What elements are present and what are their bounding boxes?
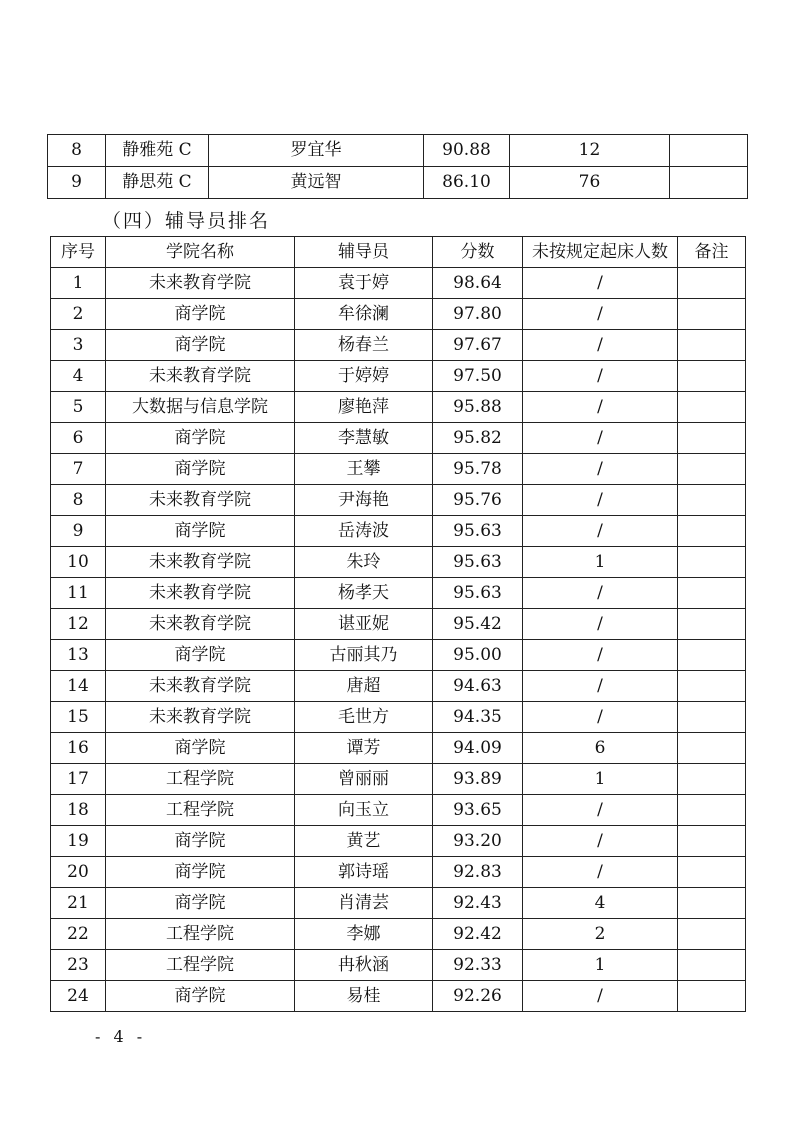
cell-no: 16 — [51, 733, 106, 764]
cell-score: 93.20 — [433, 826, 523, 857]
table-row — [51, 485, 746, 516]
cell-note — [678, 423, 746, 454]
cell-counselor: 袁于婷 — [295, 268, 433, 299]
cell-late-count: / — [523, 423, 678, 454]
cell-note — [678, 299, 746, 330]
cell-late-count: / — [523, 826, 678, 857]
page-number: - 4 - — [95, 1027, 147, 1046]
cell-counselor: 曾丽丽 — [295, 764, 433, 795]
cell-no: 9 — [51, 516, 106, 547]
cell-score: 92.33 — [433, 950, 523, 981]
cell-score: 90.88 — [424, 135, 510, 167]
cell-college: 未来教育学院 — [106, 578, 295, 609]
cell-note — [678, 268, 746, 299]
cell-college: 商学院 — [106, 330, 295, 361]
table-row — [51, 857, 746, 888]
cell-college: 未来教育学院 — [106, 702, 295, 733]
table-row — [51, 826, 746, 857]
cell-college: 工程学院 — [106, 950, 295, 981]
cell-note — [678, 795, 746, 826]
cell-score: 95.82 — [433, 423, 523, 454]
cell-college: 商学院 — [106, 516, 295, 547]
cell-late-count: / — [523, 299, 678, 330]
cell-no: 23 — [51, 950, 106, 981]
cell-score: 93.65 — [433, 795, 523, 826]
cell-note — [678, 764, 746, 795]
cell-college: 商学院 — [106, 640, 295, 671]
cell-score: 95.63 — [433, 547, 523, 578]
cell-name: 静雅苑 C — [106, 135, 209, 167]
cell-score: 94.35 — [433, 702, 523, 733]
cell-no: 18 — [51, 795, 106, 826]
cell-no: 17 — [51, 764, 106, 795]
cell-no: 1 — [51, 268, 106, 299]
cell-no: 9 — [48, 167, 106, 199]
cell-no: 19 — [51, 826, 106, 857]
cell-late-count: / — [523, 795, 678, 826]
table-row — [51, 454, 746, 485]
cell-score: 92.43 — [433, 888, 523, 919]
cell-score: 98.64 — [433, 268, 523, 299]
cell-counselor: 杨春兰 — [295, 330, 433, 361]
cell-note — [678, 640, 746, 671]
cell-late-count: 1 — [523, 547, 678, 578]
cell-no: 20 — [51, 857, 106, 888]
cell-counselor: 毛世方 — [295, 702, 433, 733]
cell-score: 97.80 — [433, 299, 523, 330]
table-row — [51, 640, 746, 671]
header-late-count: 未按规定起床人数 — [523, 237, 678, 268]
cell-college: 未来教育学院 — [106, 547, 295, 578]
cell-no: 3 — [51, 330, 106, 361]
table-row — [51, 299, 746, 330]
cell-score: 97.67 — [433, 330, 523, 361]
table-row — [51, 981, 746, 1012]
table-row — [48, 135, 748, 167]
cell-no: 12 — [51, 609, 106, 640]
cell-counselor: 廖艳萍 — [295, 392, 433, 423]
cell-note — [678, 361, 746, 392]
header-no: 序号 — [51, 237, 106, 268]
cell-note — [678, 919, 746, 950]
cell-late-count: / — [523, 454, 678, 485]
cell-college: 未来教育学院 — [106, 268, 295, 299]
table-row — [51, 888, 746, 919]
table-row — [51, 423, 746, 454]
cell-no: 10 — [51, 547, 106, 578]
cell-late-count: 2 — [523, 919, 678, 950]
cell-late-count: 4 — [523, 888, 678, 919]
cell-note — [678, 547, 746, 578]
cell-score: 92.83 — [433, 857, 523, 888]
cell-counselor: 古丽其乃 — [295, 640, 433, 671]
cell-note — [678, 857, 746, 888]
cell-college: 未来教育学院 — [106, 609, 295, 640]
cell-note — [678, 485, 746, 516]
cell-note — [678, 733, 746, 764]
cell-counselor: 朱玲 — [295, 547, 433, 578]
cell-score: 92.26 — [433, 981, 523, 1012]
cell-counselor: 王攀 — [295, 454, 433, 485]
cell-counselor: 郭诗瑶 — [295, 857, 433, 888]
table-row — [51, 547, 746, 578]
cell-counselor: 谌亚妮 — [295, 609, 433, 640]
header-note: 备注 — [678, 237, 746, 268]
cell-counselor: 于婷婷 — [295, 361, 433, 392]
counselor-table-body — [51, 268, 746, 1012]
table-row — [51, 702, 746, 733]
cell-person: 罗宜华 — [209, 135, 424, 167]
cell-college: 工程学院 — [106, 919, 295, 950]
cell-late-count: / — [523, 640, 678, 671]
cell-score: 95.00 — [433, 640, 523, 671]
cell-late-count: / — [523, 361, 678, 392]
cell-note — [670, 135, 748, 167]
cell-counselor: 黄艺 — [295, 826, 433, 857]
cell-college: 商学院 — [106, 733, 295, 764]
cell-note — [678, 702, 746, 733]
cell-note — [678, 392, 746, 423]
cell-college: 商学院 — [106, 454, 295, 485]
table-row — [51, 268, 746, 299]
cell-no: 24 — [51, 981, 106, 1012]
cell-college: 商学院 — [106, 423, 295, 454]
table-row — [51, 516, 746, 547]
cell-note — [678, 671, 746, 702]
cell-score: 95.78 — [433, 454, 523, 485]
table-row — [51, 361, 746, 392]
cell-no: 2 — [51, 299, 106, 330]
cell-score: 95.42 — [433, 609, 523, 640]
cell-college: 未来教育学院 — [106, 671, 295, 702]
cell-no: 11 — [51, 578, 106, 609]
cell-college: 工程学院 — [106, 795, 295, 826]
section-heading: （四）辅导员排名 — [102, 210, 271, 232]
cell-note — [678, 609, 746, 640]
cell-name: 静思苑 C — [106, 167, 209, 199]
table-row — [48, 167, 748, 199]
cell-no: 7 — [51, 454, 106, 485]
cell-late-count: 6 — [523, 733, 678, 764]
cell-note — [678, 826, 746, 857]
cell-score: 95.63 — [433, 516, 523, 547]
cell-score: 95.76 — [433, 485, 523, 516]
cell-college: 大数据与信息学院 — [106, 392, 295, 423]
cell-college: 商学院 — [106, 299, 295, 330]
cell-no: 4 — [51, 361, 106, 392]
header-score: 分数 — [433, 237, 523, 268]
table-row — [51, 609, 746, 640]
table-row — [51, 330, 746, 361]
cell-late-count: / — [523, 516, 678, 547]
cell-late-count: / — [523, 268, 678, 299]
cell-no: 15 — [51, 702, 106, 733]
cell-late-count: 1 — [523, 764, 678, 795]
cell-note — [678, 578, 746, 609]
cell-no: 8 — [48, 135, 106, 167]
cell-note — [678, 888, 746, 919]
cell-count: 76 — [510, 167, 670, 199]
table-row — [51, 392, 746, 423]
cell-score: 92.42 — [433, 919, 523, 950]
cell-counselor: 李娜 — [295, 919, 433, 950]
cell-college: 未来教育学院 — [106, 485, 295, 516]
cell-late-count: / — [523, 671, 678, 702]
cell-no: 5 — [51, 392, 106, 423]
cell-score: 95.63 — [433, 578, 523, 609]
cell-college: 未来教育学院 — [106, 361, 295, 392]
cell-no: 22 — [51, 919, 106, 950]
cell-college: 商学院 — [106, 826, 295, 857]
table-row — [51, 764, 746, 795]
dorm-ranking-table-continued — [47, 134, 748, 199]
cell-counselor: 尹海艳 — [295, 485, 433, 516]
cell-note — [678, 330, 746, 361]
cell-no: 6 — [51, 423, 106, 454]
table-row — [51, 578, 746, 609]
cell-late-count: / — [523, 330, 678, 361]
cell-counselor: 肖清芸 — [295, 888, 433, 919]
table-row — [51, 950, 746, 981]
cell-note — [678, 950, 746, 981]
cell-no: 21 — [51, 888, 106, 919]
cell-person: 黄远智 — [209, 167, 424, 199]
cell-counselor: 唐超 — [295, 671, 433, 702]
cell-counselor: 杨孝天 — [295, 578, 433, 609]
cell-counselor: 李慧敏 — [295, 423, 433, 454]
cell-late-count: / — [523, 609, 678, 640]
table-row — [51, 795, 746, 826]
cell-late-count: / — [523, 981, 678, 1012]
cell-counselor: 谭芳 — [295, 733, 433, 764]
cell-score: 86.10 — [424, 167, 510, 199]
table-header-row — [51, 237, 746, 268]
cell-late-count: / — [523, 857, 678, 888]
cell-college: 工程学院 — [106, 764, 295, 795]
cell-counselor: 岳涛波 — [295, 516, 433, 547]
cell-counselor: 向玉立 — [295, 795, 433, 826]
table-row — [51, 919, 746, 950]
cell-note — [670, 167, 748, 199]
cell-note — [678, 516, 746, 547]
cell-college: 商学院 — [106, 981, 295, 1012]
cell-late-count: / — [523, 702, 678, 733]
cell-late-count: / — [523, 578, 678, 609]
table-row — [51, 671, 746, 702]
cell-note — [678, 454, 746, 485]
cell-no: 13 — [51, 640, 106, 671]
counselor-table-header — [51, 237, 746, 268]
cell-college: 商学院 — [106, 857, 295, 888]
cell-late-count: / — [523, 392, 678, 423]
cell-no: 8 — [51, 485, 106, 516]
cell-score: 94.63 — [433, 671, 523, 702]
cell-counselor: 易桂 — [295, 981, 433, 1012]
header-college: 学院名称 — [106, 237, 295, 268]
cell-college: 商学院 — [106, 888, 295, 919]
cell-counselor: 冉秋涵 — [295, 950, 433, 981]
header-counselor: 辅导员 — [295, 237, 433, 268]
cell-score: 94.09 — [433, 733, 523, 764]
cell-late-count: 1 — [523, 950, 678, 981]
cell-score: 97.50 — [433, 361, 523, 392]
cell-score: 95.88 — [433, 392, 523, 423]
cell-score: 93.89 — [433, 764, 523, 795]
dorm-ranking-table-body — [48, 135, 748, 199]
cell-late-count: / — [523, 485, 678, 516]
cell-note — [678, 981, 746, 1012]
cell-count: 12 — [510, 135, 670, 167]
cell-no: 14 — [51, 671, 106, 702]
counselor-ranking-table — [50, 236, 746, 1012]
table-row — [51, 733, 746, 764]
cell-counselor: 牟徐澜 — [295, 299, 433, 330]
